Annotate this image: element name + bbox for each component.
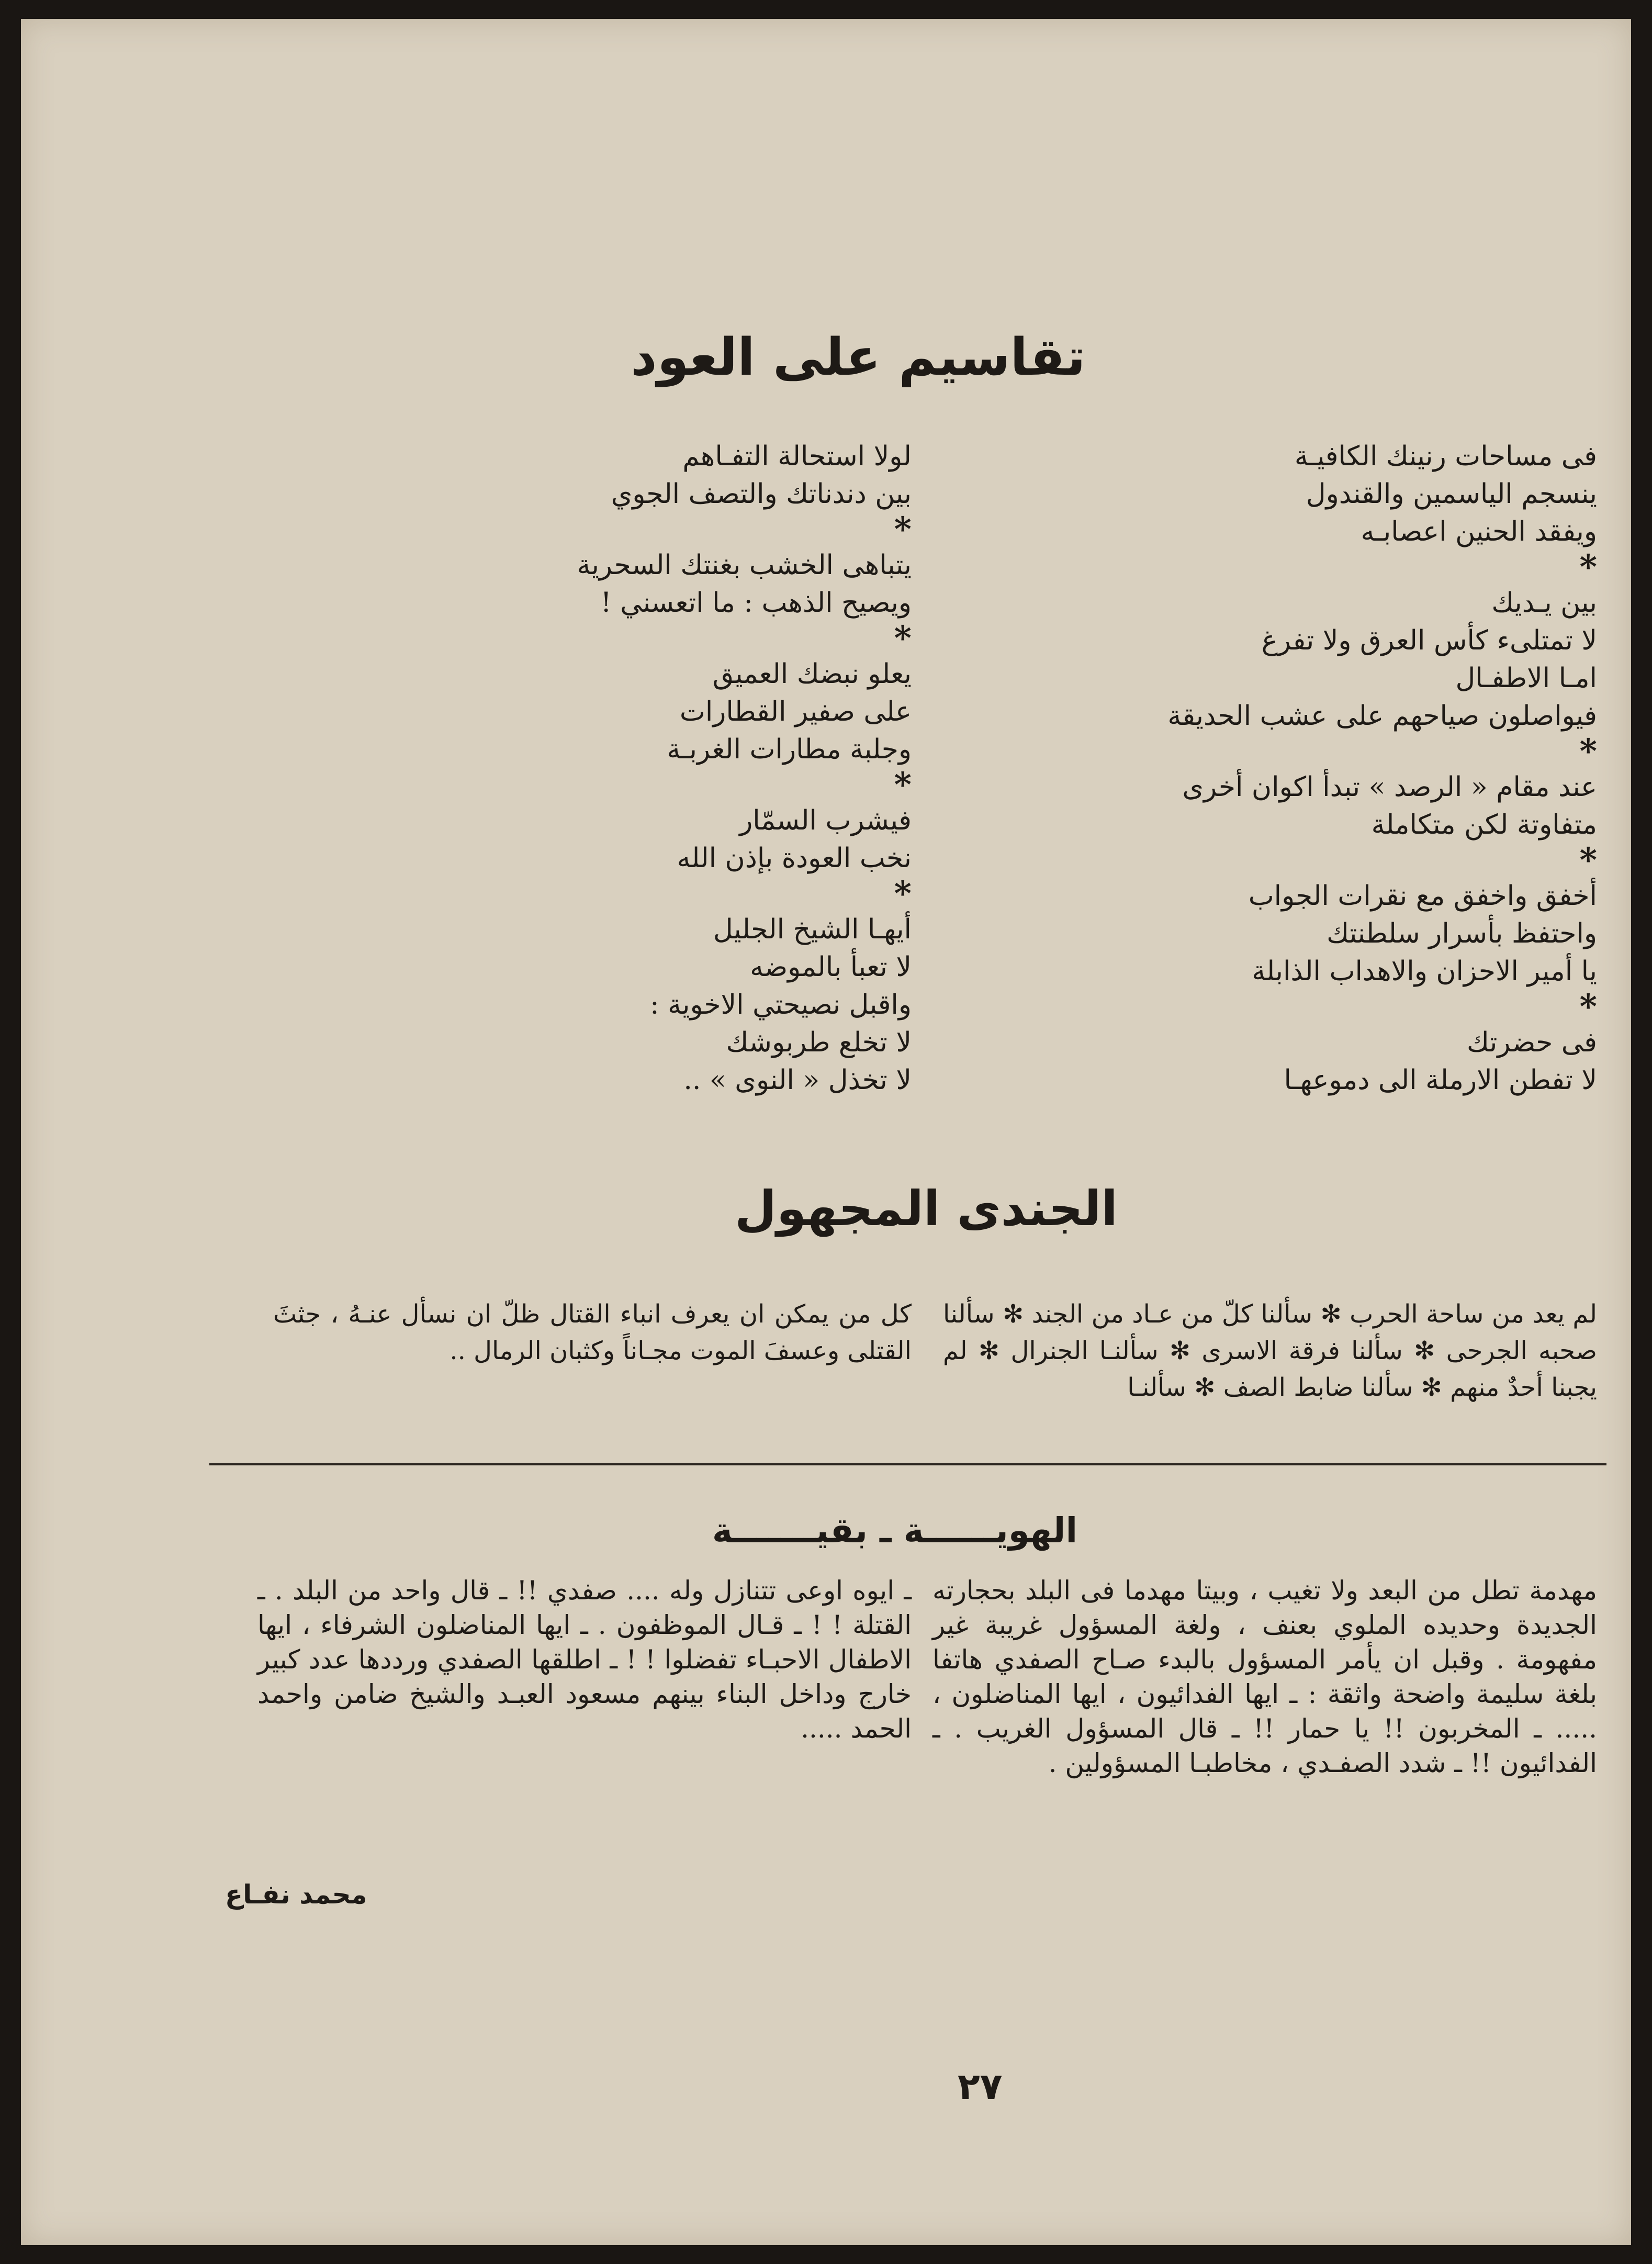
- stanza-separator: *: [894, 874, 912, 913]
- poem-line: أخفق واخفق مع نقرات الجواب: [1248, 880, 1597, 912]
- poem-line: وجلبة مطارات الغربـة: [667, 734, 912, 765]
- poem-right-lines: [1063, 438, 1597, 1099]
- section-divider: [209, 1463, 1606, 1465]
- poem-line: لا تفطن الارملة الى دموعهـا: [1284, 1064, 1597, 1096]
- poem-line: لا تعبأ بالموضه: [750, 951, 912, 983]
- poem-line: لا تخذل « النوى » ..: [683, 1064, 912, 1096]
- poem-line: أيهـا الشيخ الجليل: [713, 914, 912, 945]
- page-number: ٢٧: [958, 2065, 1003, 2108]
- stanza-separator: *: [1579, 732, 1597, 771]
- soldier-title: الجندى المجهول: [735, 1181, 1118, 1237]
- poem-line: متفاوتة لكن متكاملة: [1371, 809, 1597, 840]
- poem-right-column: [1063, 438, 1597, 1099]
- poem-left-column: [514, 438, 912, 1099]
- poem-line: بين دندناتك والتصف الجوي: [611, 478, 912, 510]
- poem-line: ينسجم الياسمين والقندول: [1306, 478, 1597, 510]
- poem-line: لا تمتلىء كأس العرق ولا تفرغ: [1261, 625, 1597, 656]
- magazine-page: [21, 19, 1631, 2245]
- poem-line: على صفير القطارات: [679, 696, 912, 727]
- poem-line: فى مساحات رنينك الكافيـة: [1294, 441, 1597, 472]
- author-name: محمد نفـاع: [225, 1879, 367, 1910]
- poem-line: امـا الاطفـال: [1455, 663, 1597, 694]
- poem-line: نخب العودة بإذن الله: [677, 843, 912, 874]
- stanza-separator: *: [1579, 987, 1597, 1026]
- poem-line: يتباهى الخشب بغنتك السحرية: [577, 550, 912, 581]
- stanza-separator: *: [894, 510, 912, 549]
- poem-line: واقبل نصيحتي الاخوية :: [650, 989, 912, 1021]
- poem-line: فيشرب السمّار: [739, 805, 912, 836]
- poem-line: بين يـديك: [1491, 587, 1597, 619]
- poem-line: ويصيح الذهب : ما اتعسني !: [600, 587, 912, 619]
- poem-line: يا أمير الاحزان والاهداب الذابلة: [1252, 956, 1597, 987]
- poem-line: لا تخلع طربوشك: [726, 1027, 912, 1058]
- poem-title: تقاسيم على العود: [631, 328, 1086, 387]
- poem-line: يعلو نبضك العميق: [712, 658, 912, 690]
- poem-line: واحتفظ بأسرار سلطنتك: [1327, 918, 1597, 949]
- stanza-separator: *: [894, 765, 912, 804]
- poem-left-lines: [514, 438, 912, 1099]
- poem-line: لولا استحالة التفـاهم: [682, 441, 912, 472]
- identity-left-text: ـ ايوه اوعى تتنازل وله .... صفدي !! ـ قال واحد من البلد . ـ القتلة ! ! ـ قـال الموظفون . ـ ايها المناضلون الشرفاء ، ايها الاطفال الاحبـاء تفضلوا ! ! ـ اطلقها الصفدي ورددها عدد كبير خارج وداخل البناء بينهم مسعود العبـد والشيخ ضامن واحمد الحمد .....: [257, 1575, 912, 1744]
- soldier-left-text: كل من يمكن ان يعرف انباء القتال ظلّ ان نسأل عنـهُ ، جثثَ القتلى وعسفَ الموت مجـاناً وكثبان الرمال ..: [273, 1299, 912, 1365]
- poem-line: عند مقام « الرصد » تبدأ اكوان أخرى: [1182, 771, 1597, 803]
- poem-line: ويفقد الحنين اعصابـه: [1361, 516, 1597, 547]
- stanza-separator: *: [1579, 547, 1597, 587]
- stanza-separator: *: [894, 619, 912, 658]
- stanza-separator: *: [1579, 840, 1597, 880]
- poem-line: فيواصلون صياحهم على عشب الحديقة: [1167, 700, 1597, 732]
- soldier-right-text: لم يعد من ساحة الحرب ✻ سألنا كلّ من عـاد من الجند ✻ سألنا صحبه الجرحى ✻ سألنا فرقة الاسرى ✻ سألنـا الجنرال ✻ لم يجبنا أحدٌ منهم ✻ سألنا ضابط الصف ✻ سألنـا: [943, 1299, 1597, 1402]
- identity-right-text: مهدمة تطل من البعد ولا تغيب ، وبيتا مهدما فى البلد بحجارته الجديدة وحديده الملوي بعنف ، ولغة المسؤول غريبة غير مفهومة . وقبل ان يأمر المسؤول بالبدء صـاح الصفدي هاتفا بلغة سليمة واضحة واثقة : ـ ايها الفدائيون ، ايها المناضلون ، ..... ـ المخربون !! يا حمار !! ـ قال المسؤول الغريب . ـ الفدائيون !! ـ شدد الصفـدي ، مخاطبـا المسؤولين .: [932, 1575, 1597, 1778]
- identity-title: الهويــــــة ـ بقيـــــــة: [712, 1510, 1078, 1551]
- poem-line: فى حضرتك: [1467, 1027, 1597, 1058]
